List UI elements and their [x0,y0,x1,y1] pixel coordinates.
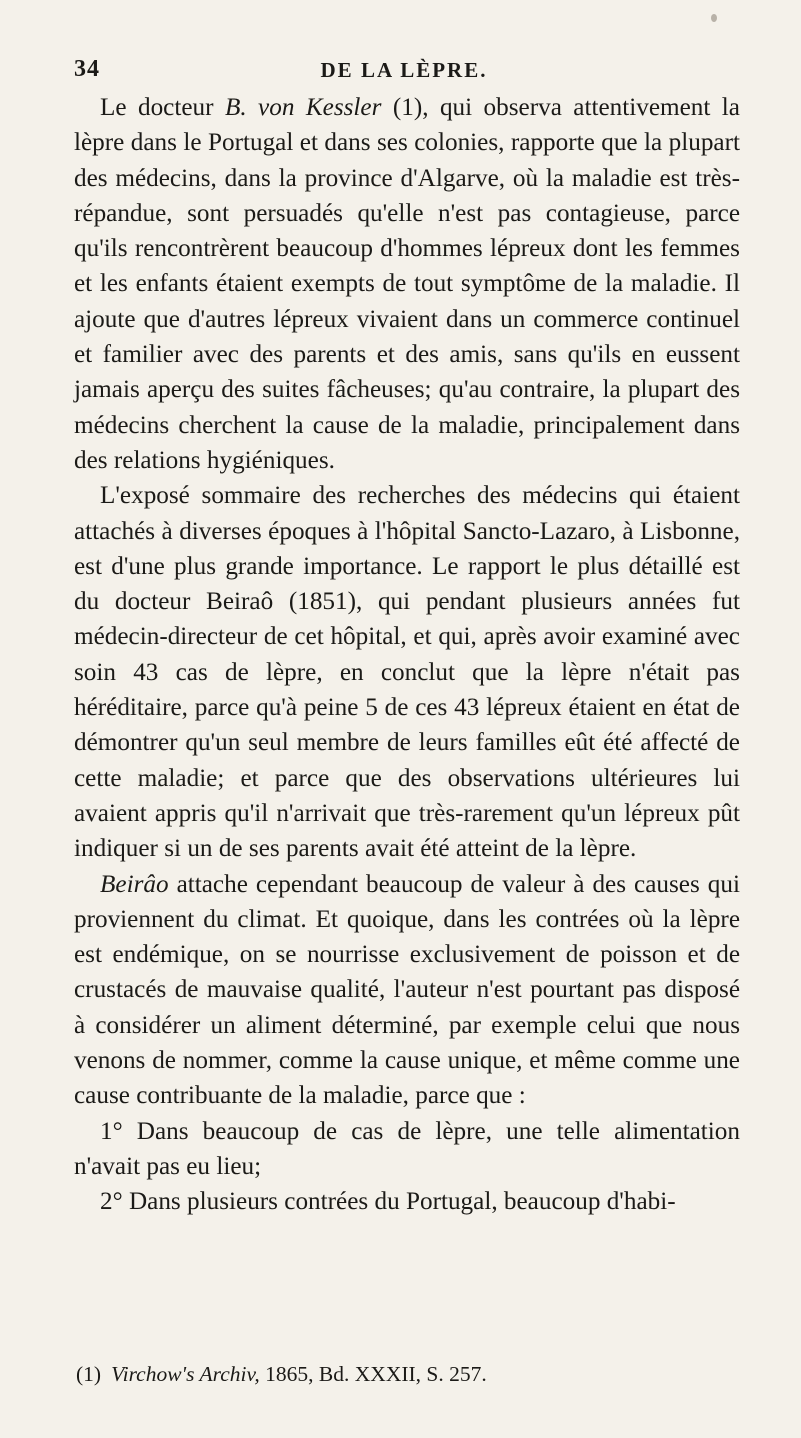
author-name: Beirâo [100,870,169,898]
paragraph-text: (1), qui observa attentivement la lèpre dans le Portugal et dans ses colonies, rapporte que la plupart des médecins, dans la province d'Algarve, où la maladie est très-répandue, sont persuadés qu'elle n'est pas contagieuse, parce qu'ils rencontrèrent beaucoup d'hommes lépreux dont les femmes et les enfants étaient exempts de tout symptôme de la maladie. Il ajoute que d'autres lépreux vivaient dans un commerce continuel et familier avec des parents et des amis, sans qu'ils en eussent jamais aperçu des suites fâcheuses; qu'au contraire, la plupart des médecins cherchent la cause de la maladie, principalement dans des relations hygiéniques. [74,94,740,474]
paragraph-text: 2° Dans plusieurs contrées du Portugal, beaucoup d'habi- [100,1188,676,1216]
running-title: DE LA LÈPRE. [320,58,488,82]
author-name: B. von Kessler [224,94,382,121]
footnote [76,1360,740,1388]
footnote-source-title: Virchow's Archiv, [111,1362,260,1386]
paragraph-5 [74,1184,740,1219]
paragraph-3 [74,867,740,1114]
page-header [74,56,734,86]
footnote-reference: 1865, Bd. XXXII, S. 257. [259,1362,487,1386]
body-text [74,90,740,1220]
page-number: 34 [74,56,100,82]
paragraph-1 [74,90,740,478]
ink-speck [711,14,717,22]
footnote-marker: (1) [76,1362,102,1386]
paragraph-text: Le docteur [100,94,225,121]
paragraph-text: 1° Dans beaucoup de cas de lèpre, une telle alimentation n'avait pas eu lieu; [74,1117,740,1180]
paragraph-text: L'exposé sommaire des recherches des médecins qui étaient attachés à diverses époques à l'hôpital Sancto-Lazaro, à Lisbonne, est d'une plus grande importance. Le rapport le plus détaillé est du docteur Beiraô (1851), qui pendant plusieurs années fut médecin-directeur de cet hôpital, et qui, après avoir examiné avec soin 43 cas de lèpre, en conclut que la lèpre n'était pas héréditaire, parce qu'à peine 5 de ces 43 lépreux étaient en état de démontrer qu'un seul membre de leurs familles eût été affecté de cette maladie; et parce que des observations ultérieures lui avaient appris qu'il n'arrivait que très-rarement qu'un lépreux pût indiquer si un de ses parents avait été atteint de la lèpre. [74,482,740,863]
paragraph-text: attache cependant beaucoup de valeur à des causes qui proviennent du climat. Et quoique, dans les contrées où la lèpre est endémique, on se nourrisse exclusivement de poisson et de crustacés de mauvaise qualité, l'auteur n'est pourtant pas disposé à considérer un aliment déterminé, par exemple celui que nous venons de nommer, comme la cause unique, et même comme une cause contribuante de la maladie, parce que : [74,870,740,1110]
paragraph-2 [74,478,740,866]
paragraph-4 [74,1114,740,1185]
